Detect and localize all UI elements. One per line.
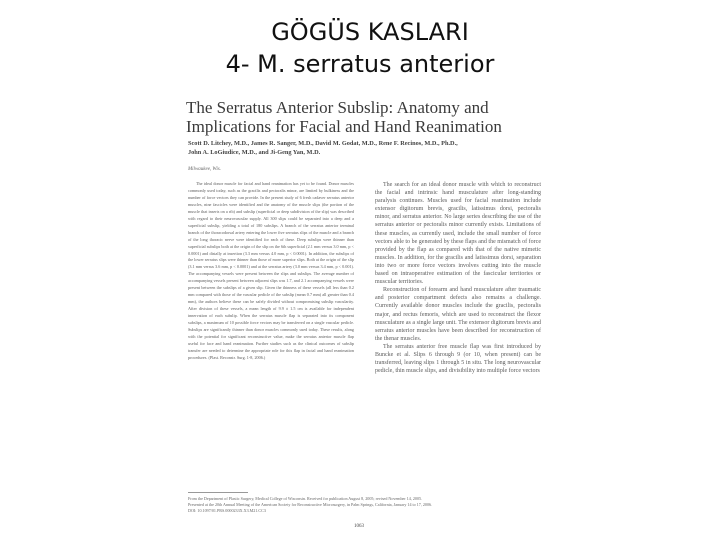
paper-title <box>186 98 542 136</box>
body-paragraph: The search for an ideal donor muscle with which to reconstruct the facial and intrinsic hand musculature after long-standing paralysis continues. Muscles used for facial reanimation include extensor digitorum brevis, gracilis, latissimus dorsi, pectoralis minor, and serratus anterior. No large series describing the use of the serratus anterior or pectoralis minor currently exists. Limitations of these muscles, as currently used, include the small number of force vectors able to be generated by these flaps and the mismatch of force provided by the flap as compared with that of the native mimetic muscles. In addition, for the gracilis and latissimus dorsi, separation into two or more force vectors involves cutting into the muscle based on intraoperative estimation of the fascicular territories or muscular territories. <box>375 182 541 286</box>
authors-line1: Scott D. Litchey, M.D., James R. Sanger, M.D., David M. Godat, M.D., Rene F. Recinos, M.D., Ph.D., <box>188 140 458 147</box>
footnote-divider <box>188 492 248 493</box>
paper-authors <box>188 139 540 157</box>
abstract-paragraph: The ideal donor muscle for facial and hand reanimation has yet to be found. Donor muscles commonly used today, such as the gracilis and pectoralis minor, are limited by bulkiness and the number of force vectors they can provide. In the present study of 6 fresh cadaver serratus anterior muscles, nine fascicles were identified and the anatomy of the muscle slips (the portion of the muscle that inserts on a rib) and subslip (superficial or deep subdivision of the slip) was described with regard to their neurovascular supply. All 300 slips could be separated into a deep and a superficial subslip, yielding a total of 180 subslips. A branch of the serratus anterior terminal branch of the thoracodorsal artery entering the lower five serratus slips of the muscle and a branch of the long thoracic nerve were identified for each of these. Deep subslips were thinner than superficial subslips both at the origin of the slip on the 6th superficial (2.1 mm versus 3.0 mm, p < 0.0001) and distally at insertion (3.3 mm versus 4.0 mm, p < 0.0001). In addition, the subslips of the lower serratus slips were thinner than those of more superior slips. Both at the origin of the slip (3.1 mm versus 3.6 mm, p < 0.0001) and at the serratus artery (3.0 mm versus 3.4 mm, p < 0.001). The accompanying vessels were present between the slips and subslips. The average number of accompanying vessels present between adjacent slips was 1.7, and 2.1 accompanying vessels were present between the subslips of a given slip. Given the thinness of these vessels (all less than 0.2 mm compared with those of the vascular pedicle of the subslip (mean 0.7 mm) all greater than 0.4 mm), the authors believe these can be safely divided without compromising subslip vascularity. After division of these vessels, a mean length of 9.9 ± 1.5 cm is available for independent innervation of each subslip. When the serratus muscle flap is separated into its component subslips, a maximum of 10 possible force vectors may be transferred on a single vascular pedicle. Subslips are significantly thinner than donor muscles commonly used today. These results, along with the potential for significant reconstructive value, make the serratus anterior muscle flap useful for face and hand reanimation. Further studies such as the clinical outcomes of subslip transfer are needed to determine the appropriate role for this flap in facial and hand reanimation procedures. (Plast. Reconstr. Surg. 1-8, 2006.) <box>188 181 354 360</box>
paper-title-line1: The Serratus Anterior Subslip: Anatomy and <box>186 98 489 117</box>
paper-title-line2: Implications for Facial and Hand Reanimation <box>186 117 502 136</box>
paper-page-image <box>180 92 546 538</box>
body-column <box>375 181 541 536</box>
authors-line2: John A. LoGiudice, M.D., and Ji-Geng Yan, M.D. <box>188 149 321 156</box>
abstract-column <box>188 181 354 487</box>
paper-footnote <box>188 496 544 514</box>
body-paragraph: The serratus anterior free muscle flap was first introduced by Buncke et al. Slips 6 through 9 (or 10, when present) can be transferred, leaving slips 1 through 5 in situ. The long neurovascular pedicle, thin muscle slips, and divisibility into multiple force vectors <box>375 343 541 375</box>
page-number: 1063 <box>354 524 364 529</box>
footnote-line: Presented at the 20th Annual Meeting of the American Society for Reconstructive Microsurgery, in Palm Springs, California, January 14 to 17, 2006. <box>188 502 433 507</box>
body-paragraph: Reconstruction of forearm and hand musculature after traumatic and posterior compartment defects also remains a challenge. Currently available donor muscles include the gracilis, pectoralis major, and rectus femoris, which are used to reconstruct the flexor musculature as a single large unit. The extensor digitorum brevis and serratus anterior muscles have been described for reconstruction of the thenar muscles. <box>375 287 541 342</box>
paper-affiliation: Milwaukee, Wis. <box>188 167 221 172</box>
slide-title-line2: 4- M. serratus anterior <box>225 50 495 78</box>
slide-title-line1: GÖGÜS KASLARI <box>271 18 469 46</box>
footnote-line: From the Department of Plastic Surgery, Medical College of Wisconsin. Received for publication August 8, 2005; revised November 14, 2005. <box>188 496 423 501</box>
footnote-doi: DOI: 10.1097/01.PRS.0000233X.X3.M21.CC3 <box>188 508 266 513</box>
